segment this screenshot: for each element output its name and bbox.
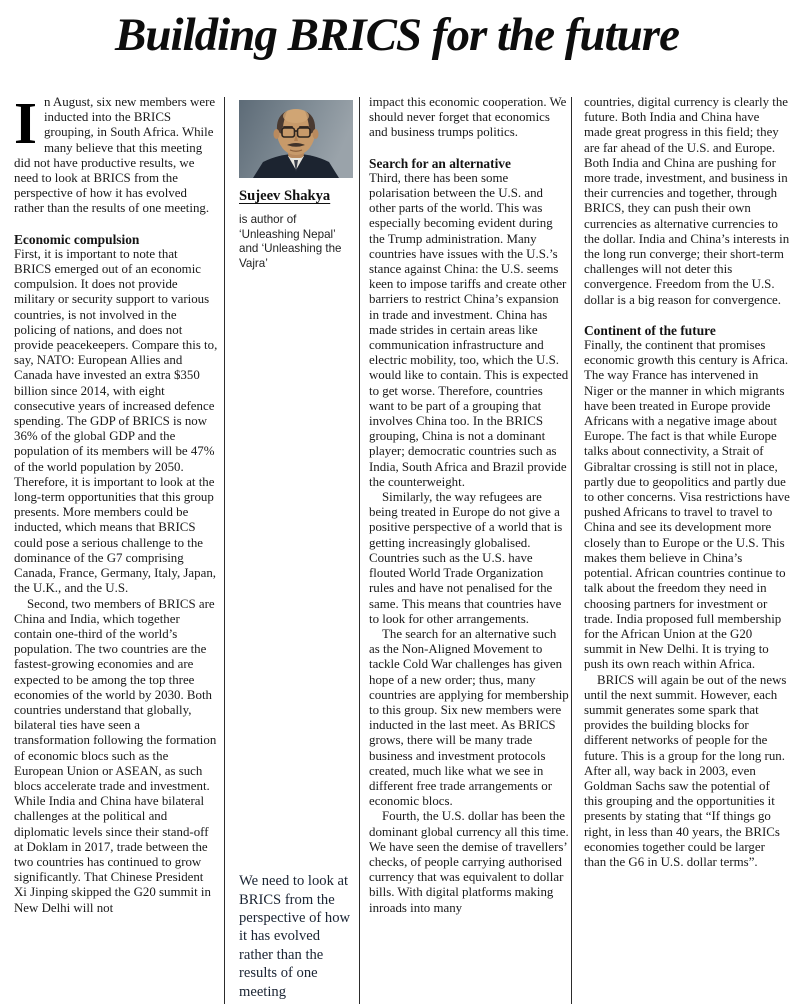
section-heading-economic-compulsion: Economic compulsion xyxy=(14,231,140,247)
body-paragraph: countries, digital currency is clearly the future. Both India and China have made great progress in this field; they are far ahead of the U.S. and Europe. Both India and China are pushing for more trade, investment, and business in their currencies and together, through BRICS, they can push their own currencies as alternative currencies to the dollar. India and China’s interests in the long run converge; their short-term challenges will not deter this convergence. Freedom from the U.S. dollar is a big reason for convergence. xyxy=(584,95,790,307)
column-divider xyxy=(571,97,572,1004)
body-paragraph: The search for an alternative such as the Non-Aligned Movement to tackle Cold War challenges has given hope of a new order; thus, many countries are applying for membership to this group. Six new members were inducted in the last meet. As BRICS grows, there will be many trade business and investment protocols created, much like what we see in different free trade arrangements or economic blocs. xyxy=(369,626,569,809)
section-heading-continent-of-future: Continent of the future xyxy=(584,322,716,338)
pull-quote: We need to look at BRICS from the perspective of how it has evolved rather than the results of one meeting xyxy=(239,873,351,1000)
column-author xyxy=(239,95,354,1004)
author-name: Sujeev Shakya xyxy=(239,188,331,204)
body-paragraph: Fourth, the U.S. dollar has been the dominant global currency all this time. We have seen the demise of travellers’ checks, of people carrying authorised currency that was equivalent to dollar bills. With digital platforms making inroads into many xyxy=(369,809,569,915)
column-4 xyxy=(584,95,790,1004)
body-paragraph: Similarly, the way refugees are being treated in Europe do not give a positive perspective of a world that is getting increasingly globalised. Countries such as the U.S. have flouted World Trade Organization rules and have not penalised for the same. This means that countries have to look for other arrangements. xyxy=(369,490,563,626)
article-title: Building BRICS for the future xyxy=(115,9,679,61)
lead-paragraph xyxy=(14,90,218,217)
drop-cap: I xyxy=(14,90,37,156)
body-paragraph: First, it is important to note that BRICS emerged out of an economic compulsion. It does not provide military or security support to various countries, is not involved in the policing of nations, and does not provide peacekeepers. Compare this to, say, NATO: European Allies and Canada have invested an extra $350 billion since 2014, with eight consecutive years of increased defence spending. The GDP of BRICS is now 36% of the global GDP and the population of its members will be 47% of the world population by 2050. Therefore, it is important to look at the long-term opportunities that this group presents. More members could be inducted, which means that BRICS could pose a serious challenge to the dominance of the G7 comprising Canada, France, Germany, Italy, Japan, the U.K., and the U.S. xyxy=(14,246,218,596)
column-1 xyxy=(14,90,218,1004)
column-divider xyxy=(359,97,360,1004)
body-paragraph: Second, two members of BRICS are China and India, which together contain one-third of the world’s population. The two countries are the fastest-growing economies and are expected to be among the top three economies of the world by 2030. Both countries understand that globally, bilateral ties have seen a transformation following the formation of economic blocs such as the European Union or ASEAN, as such blocs accelerate trade and investment. While India and China have bilateral challenges at the political and diplomatic levels since their stand-off at Doklam in 2017, trade between the two countries has continued to grow significantly. That Chinese President Xi Jinping skipped the G20 summit in New Delhi will not xyxy=(14,596,217,915)
author-bio: is author of ‘Unleashing Nepal’ and ‘Unleashing the Vajra’ xyxy=(239,213,342,270)
article-body xyxy=(0,90,794,1004)
column-divider xyxy=(224,97,225,1004)
column-3 xyxy=(369,95,569,1004)
body-paragraph: BRICS will again be out of the news until the next summit. However, each summit generates some spark that provides the building blocks for different networks of people for the future. This is a group for the long run. After all, way back in 2003, even Goldman Sachs saw the potential of this grouping and the opportunities it presents by stating that “If things go right, in less than 40 years, the BRICs economies together could be larger than the G6 in U.S. dollar terms”. xyxy=(584,672,787,869)
body-paragraph: Third, there has been some polarisation between the U.S. and other parts of the world. This was especially becoming evident during the Trump administration. Many countries have issues with the U.S.’s stance against China: the U.S. seems keen to impose tariffs and create other barriers to restrict China’s expansion in trade and investment. China has made strides in certain areas like communication infrastructure and electric mobility, too, which the U.S. would like to contain. This is expected to get worse. Therefore, countries want to be part of a grouping that involves China too. In the BRICS grouping, China is not a dominant player; democratic countries such as India, South Africa and Brazil provide the counterweight. xyxy=(369,170,569,489)
body-paragraph: Finally, the continent that promises economic growth this century is Africa. The way France has intervened in Niger or the manner in which migrants have been treated in Europe provide Africans with a negative image about Europe. The fact is that while Europe talks about connectivity, a Strait of Gibraltar crossing is still not in place, partly due to geopolitics and partly due to other concerns. Visa restrictions have pushed Africans to travel to travel to China and see its development more closely than to Europe or the U.S. This makes them believe in China’s potential. African countries continue to talk about the freedom they need in choosing partners for investment or trade. India proposed full membership for the African Union at the G20 summit in New Delhi. It is trying to push its own reach within Africa. xyxy=(584,338,790,672)
author-portrait-illustration xyxy=(239,100,353,178)
author-photo xyxy=(239,100,353,178)
section-heading-search-for-alternative: Search for an alternative xyxy=(369,155,511,171)
lead-paragraph-text: n August, six new members were inducted into the BRICS grouping, in South Africa. While many believe that this meeting did not have productive results, we need to look at BRICS from the perspective of how it has evolved rather than the results of one meeting. xyxy=(14,95,216,216)
body-paragraph: impact this economic cooperation. We should never forget that economics and business trumps politics. xyxy=(369,95,567,140)
